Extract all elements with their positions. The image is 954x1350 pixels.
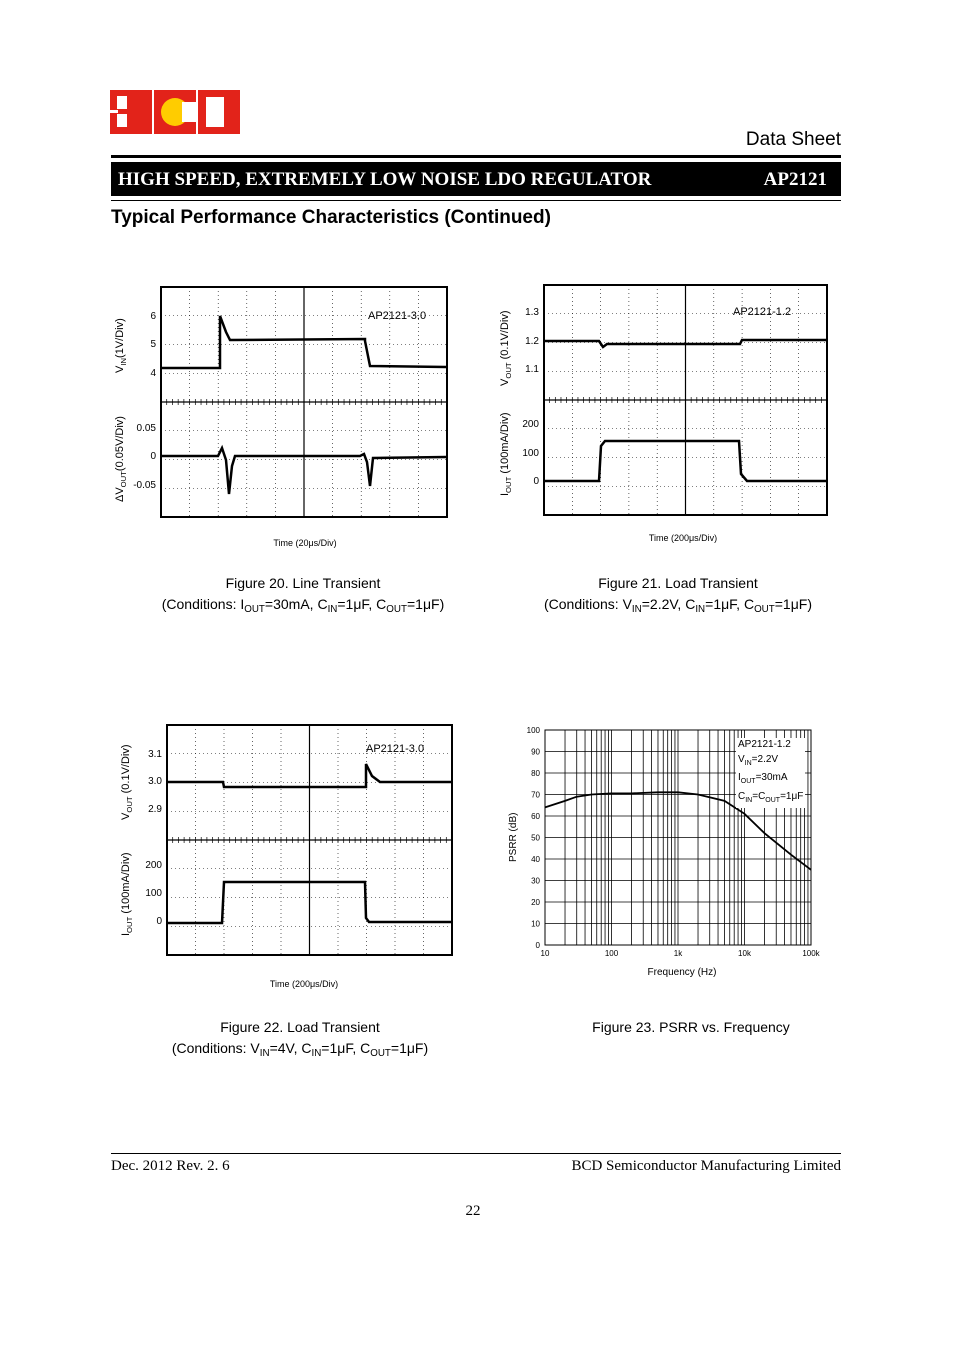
fig21-tick: 0 xyxy=(533,476,539,487)
legend-iout: $I_{OUT}=30mA$ xyxy=(738,772,788,785)
y-tick-label: 50 xyxy=(531,833,540,843)
legend-vin: $V_{IN}=2.2V$ xyxy=(738,753,779,767)
x-tick-label: 10 xyxy=(540,949,550,958)
fig21-tick: 100 xyxy=(522,448,539,459)
fig21-scope xyxy=(543,284,828,516)
fig23-x-label: Frequency (Hz) xyxy=(647,967,717,978)
fig21-tick: 200 xyxy=(522,419,539,430)
fig23-y-label: PSRR (dB) xyxy=(508,812,519,862)
fig22-time-label: Time (200μs/Div) xyxy=(269,979,339,989)
title-bar xyxy=(111,162,841,196)
footer-company: BCD Semiconductor Manufacturing Limited xyxy=(571,1158,841,1174)
footer-date: Dec. 2012 Rev. 2. 6 xyxy=(111,1158,230,1174)
x-tick-label: 1k xyxy=(673,949,683,958)
fig22-scope xyxy=(166,724,453,956)
x-tick-label: 10k xyxy=(738,949,751,958)
fig20-tick: 0.05 xyxy=(136,423,156,434)
fig20-time-label: Time (20μs/Div) xyxy=(273,538,337,548)
y-tick-label: 70 xyxy=(531,790,540,800)
legend-device: AP2121-1.2 xyxy=(738,739,791,750)
fig22-y1-label: $V_{OUT}$ (0.1V/Div) xyxy=(120,744,134,820)
y-tick-label: 20 xyxy=(531,898,540,907)
fig21-y2-label: $I_{OUT}$ (100mA/Div) xyxy=(499,412,513,496)
doc-type: Data Sheet xyxy=(745,129,841,150)
part-number: AP2121 xyxy=(763,169,827,190)
fig21-tick: 1.1 xyxy=(525,364,539,375)
fig21-caption: Figure 21. Load Transient xyxy=(598,575,758,591)
fig22-tick: 100 xyxy=(145,888,162,899)
fig20-tick: 6 xyxy=(150,311,156,322)
fig21-tick: 1.3 xyxy=(525,307,539,318)
bcd-logo xyxy=(110,88,242,136)
y-tick-label: 90 xyxy=(531,747,540,757)
x-tick-label: 100k xyxy=(802,949,820,958)
fig22-tick: 2.9 xyxy=(148,804,162,815)
y-tick-label: 60 xyxy=(531,812,540,821)
fig21-conditions: (Conditions: $V_{IN}=2.2V$, $C_{IN}=1\mu F$, $C_{OUT}=1\mu F$) xyxy=(543,596,812,615)
fig20-y1-label: $V_{IN}(1V/Div)$ xyxy=(114,318,128,373)
y-tick-label: 40 xyxy=(531,855,540,864)
fig23-caption: Figure 23. PSRR vs. Frequency xyxy=(592,1019,790,1035)
fig20-conditions: (Conditions: $I_{OUT}=30mA$, $C_{IN}=1\mu F$, $C_{OUT}=1\mu F$) xyxy=(161,596,445,615)
fig21-time-label: Time (200μs/Div) xyxy=(648,533,718,543)
fig23-legend xyxy=(736,738,805,808)
section-title: Typical Performance Characteristics (Continued) xyxy=(111,207,551,228)
fig20-y2-label: $\Delta V_{OUT}(0.05V/Div)$ xyxy=(114,416,128,502)
fig22-tick: 3.1 xyxy=(148,749,162,760)
fig20-caption: Figure 20. Line Transient xyxy=(225,575,381,591)
y-tick-label: 10 xyxy=(531,919,540,929)
x-tick-label: 100 xyxy=(604,949,619,958)
fig20-tick: 5 xyxy=(150,339,156,350)
fig21-device: AP2121-1.2 xyxy=(733,306,792,318)
fig20-tick: -0.05 xyxy=(133,480,156,491)
y-tick-label: 0 xyxy=(535,941,540,950)
fig22-y2-label: $I_{OUT}$ (100mA/Div) xyxy=(120,852,134,936)
legend-cap: $C_{IN}=C_{OUT}=1\mu F$ xyxy=(738,790,804,804)
fig21-tick: 1.2 xyxy=(525,336,539,347)
fig20-tick: 4 xyxy=(150,368,156,379)
fig22-tick: 0 xyxy=(156,916,162,927)
fig20-device: AP2121-3.0 xyxy=(368,310,427,322)
page-number: 22 xyxy=(465,1203,481,1219)
y-tick-label: 80 xyxy=(531,769,540,778)
doc-title: HIGH SPEED, EXTREMELY LOW NOISE LDO REGULATOR xyxy=(118,169,652,190)
fig20-tick: 0 xyxy=(150,451,156,462)
fig22-conditions: (Conditions: $V_{IN}=4V$, $C_{IN}=1\mu F$, $C_{OUT}=1\mu F$) xyxy=(171,1040,429,1059)
fig21-y1-label: $V_{OUT}$ (0.1V/Div) xyxy=(499,310,513,386)
fig22-device: AP2121-3.0 xyxy=(366,743,425,755)
fig22-caption: Figure 22. Load Transient xyxy=(220,1019,380,1035)
y-tick-label: 30 xyxy=(531,876,540,886)
fig22-tick: 3.0 xyxy=(148,776,162,787)
fig22-tick: 200 xyxy=(145,860,162,871)
y-tick-label: 100 xyxy=(526,726,540,735)
